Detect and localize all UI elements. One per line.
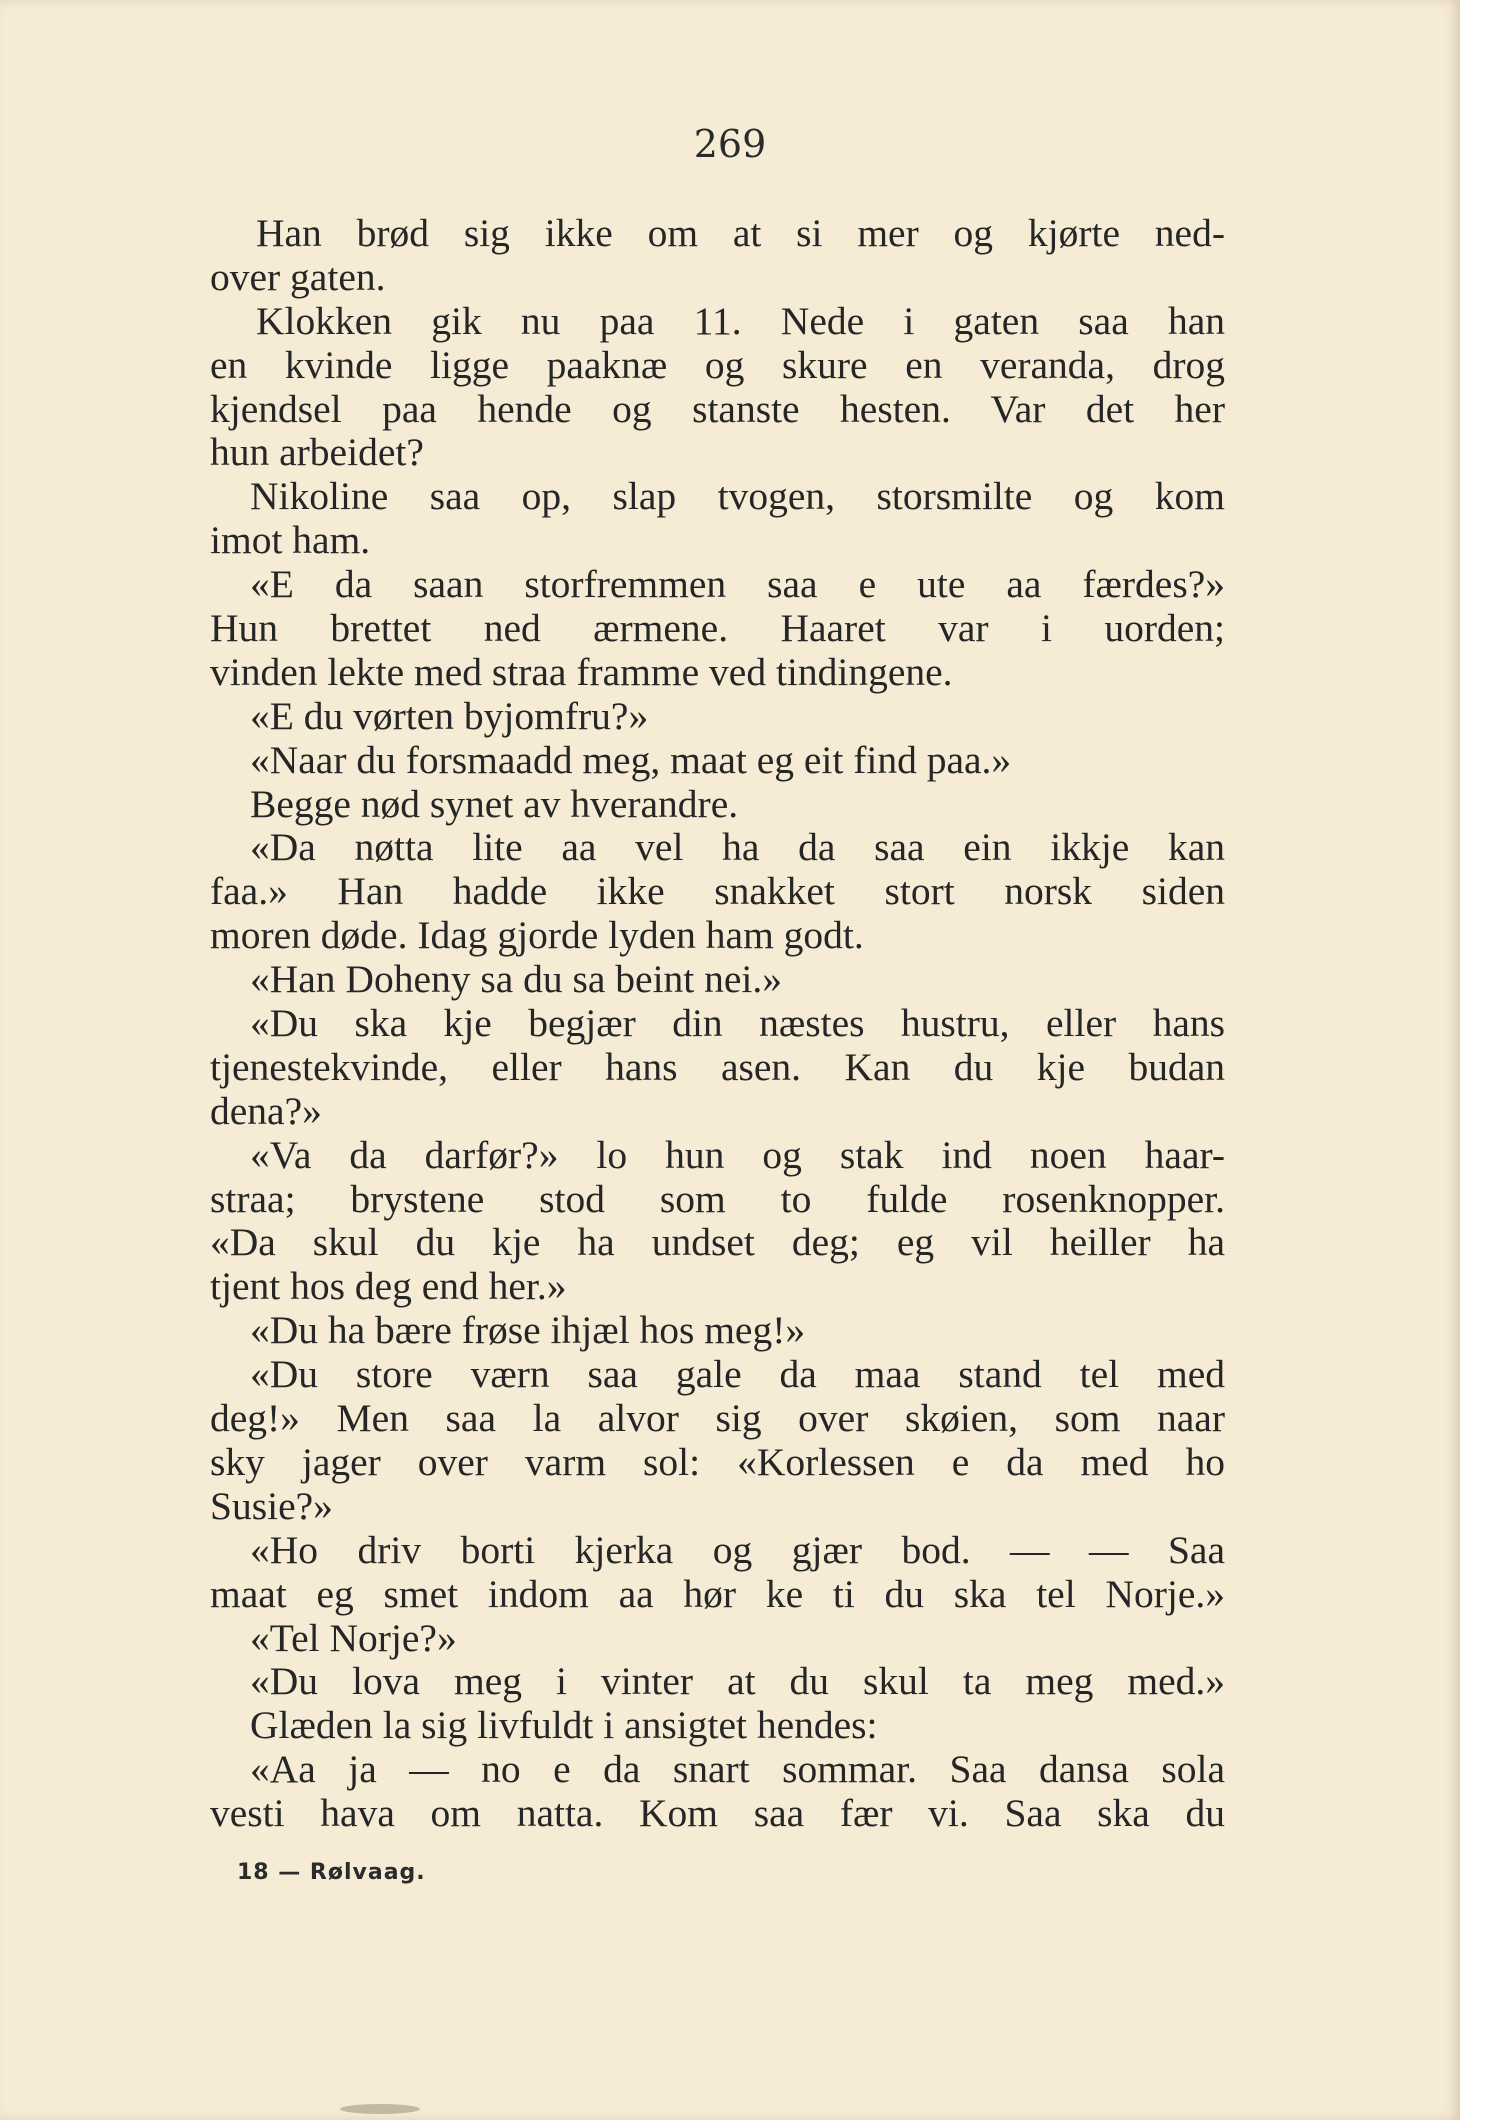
text-line: Begge nød synet av hverandre. (250, 781, 739, 826)
page-number: 269 (693, 122, 767, 166)
text-line: vinden lekte med straa framme ved tindingene. (210, 649, 953, 694)
text-line: tjent hos deg end her.» (210, 1264, 567, 1309)
text-line: «Du ha bære frøse ihjæl hos meg!» (250, 1308, 806, 1353)
text-line: vesti hava om natta. Kom saa fær vi. Saa ska du (210, 1792, 1225, 1836)
text-line: Susie?» (210, 1483, 333, 1528)
text-line: Hun brettet ned ærmene. Haaret var i uorden; (210, 607, 1225, 651)
text-line: «E da saan storfremmen saa e ute aa færdes?» (250, 563, 1225, 607)
text-line: «Va da darfør?» lo hun og stak ind noen haar- (250, 1133, 1225, 1177)
text-line: deg!» Men saa la alvor sig over skøien, som naar (210, 1397, 1225, 1441)
text-line: «Da skul du kje ha undset deg; eg vil heiller ha (210, 1221, 1225, 1265)
text-line: maat eg smet indom aa hør ke ti du ska tel Norje.» (210, 1572, 1225, 1616)
text-line: straa; brystene stod som to fulde rosenknopper. (210, 1177, 1225, 1221)
text-line: «Tel Norje?» (250, 1615, 457, 1660)
text-line: «Du store værn saa gale da maa stand tel med (250, 1353, 1225, 1397)
text-line: tjenestekvinde, eller hans asen. Kan du kje budan (210, 1045, 1225, 1089)
text-line: «Naar du forsmaadd meg, maat eg eit find paa.» (250, 737, 1012, 782)
text-line: en kvinde ligge paaknæ og skure en veranda, drog (210, 343, 1225, 387)
ink-smudge (340, 2104, 420, 2114)
text-line: faa.» Han hadde ikke snakket stort norsk siden (210, 870, 1225, 914)
text-line: «Ho driv borti kjerka og gjær bod. — — Saa (250, 1528, 1225, 1572)
text-line: «Aa ja — no e da snart sommar. Saa dansa sola (250, 1748, 1225, 1792)
signature-mark: 18 — Rølvaag. (237, 1860, 426, 1885)
text-line: Glæden la sig livfuldt i ansigtet hendes: (250, 1703, 878, 1748)
text-line: «Du ska kje begjær din næstes hustru, eller hans (250, 1002, 1225, 1046)
text-line: over gaten. (210, 254, 386, 299)
text-line: dena?» (210, 1088, 322, 1133)
page-edge (1460, 0, 1504, 2120)
text-line: «E du vørten byjomfru?» (250, 693, 649, 738)
text-line: kjendsel paa hende og stanste hesten. Var det her (210, 387, 1225, 431)
text-line: Nikoline saa op, slap tvogen, storsmilte og kom (250, 475, 1225, 519)
text-line: Han brød sig ikke om at si mer og kjørte ned- (256, 212, 1225, 255)
text-line: hun arbeidet? (210, 430, 424, 475)
text-line: «Han Doheny sa du sa beint nei.» (250, 957, 783, 1002)
text-line: Klokken gik nu paa 11. Nede i gaten saa han (256, 299, 1225, 343)
body-text (200, 212, 1225, 1836)
text-line: imot ham. (210, 518, 371, 563)
text-line: sky jager over varm sol: «Korlessen e da med ho (210, 1440, 1225, 1484)
text-line: «Da nøtta lite aa vel ha da saa ein ikkje kan (250, 826, 1225, 870)
text-line: moren døde. Idag gjorde lyden ham godt. (210, 913, 864, 958)
text-line: «Du lova meg i vinter at du skul ta meg med.» (250, 1660, 1225, 1704)
